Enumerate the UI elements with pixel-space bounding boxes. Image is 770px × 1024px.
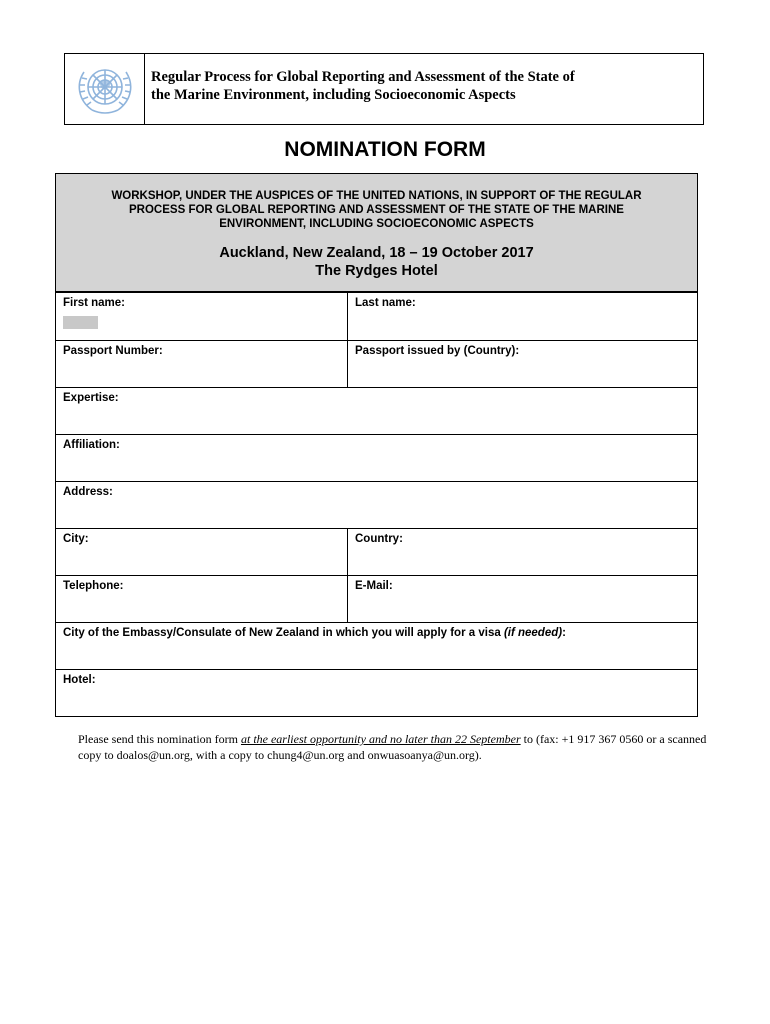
event-location: Auckland, New Zealand, 18 – 19 October 2017 (219, 245, 534, 261)
expertise-label: Expertise: (63, 392, 119, 404)
form-row-name (56, 293, 697, 340)
form-row-passport (56, 340, 697, 387)
form-row-affiliation (56, 434, 697, 481)
form-row-embassy (56, 622, 697, 669)
form-row-contact (56, 575, 697, 622)
document-header (64, 53, 704, 125)
instructions-deadline: at the earliest opportunity and no later than 22 September (240, 732, 521, 746)
workshop-line1: WORKSHOP, UNDER THE AUSPICES OF THE UNITED NATIONS, IN SUPPORT OF THE REGULAR (111, 190, 642, 202)
embassy-colon: : (562, 627, 566, 639)
header-title-line1: Regular Process for Global Reporting and Assessment of the State of (151, 69, 575, 85)
passport-number-field[interactable] (56, 341, 348, 387)
event-details (56, 244, 697, 280)
form-row-hotel (56, 669, 697, 716)
expertise-field[interactable] (56, 388, 697, 434)
nomination-form (55, 173, 698, 717)
form-row-expertise (56, 387, 697, 434)
address-label: Address: (63, 486, 113, 498)
instructions-part2: to (fax: +1 917 367 0560 or a scanned copy to doalos@un.org, with a copy to chung4@un.org and onwuasoanya@un.org). (78, 732, 707, 762)
email-label: E-Mail: (355, 580, 393, 592)
redacted-value (63, 316, 98, 329)
un-emblem-icon (72, 60, 138, 118)
submission-instructions (78, 731, 708, 763)
affiliation-field[interactable] (56, 435, 697, 481)
country-field[interactable] (348, 529, 697, 575)
city-label: City: (63, 533, 89, 545)
email-field[interactable] (348, 576, 697, 622)
workshop-line3: ENVIRONMENT, INCLUDING SOCIOECONOMIC ASPECTS (219, 218, 534, 230)
hotel-label: Hotel: (63, 674, 96, 686)
passport-issued-label: Passport issued by (Country): (355, 345, 520, 357)
hotel-field[interactable] (56, 670, 697, 716)
page-title: NOMINATION FORM (284, 138, 486, 161)
header-title (145, 54, 575, 124)
address-field[interactable] (56, 482, 697, 528)
workshop-banner (56, 174, 697, 293)
affiliation-label: Affiliation: (63, 439, 120, 451)
form-row-city (56, 528, 697, 575)
workshop-description (56, 189, 697, 231)
telephone-field[interactable] (56, 576, 348, 622)
first-name-field[interactable] (56, 293, 348, 340)
city-field[interactable] (56, 529, 348, 575)
workshop-line2: PROCESS FOR GLOBAL REPORTING AND ASSESSMENT OF THE STATE OF THE MARINE (129, 204, 624, 216)
instructions-part1: Please send this nomination form (78, 732, 241, 746)
last-name-field[interactable] (348, 293, 697, 340)
embassy-field[interactable] (56, 623, 697, 669)
form-row-address (56, 481, 697, 528)
last-name-label: Last name: (355, 297, 416, 309)
logo-cell (65, 54, 145, 124)
event-venue: The Rydges Hotel (315, 263, 438, 279)
embassy-note: (if needed) (503, 627, 563, 639)
passport-number-label: Passport Number: (63, 345, 163, 357)
header-title-line2: the Marine Environment, including Socioeconomic Aspects (151, 87, 516, 103)
first-name-label: First name: (63, 297, 125, 309)
telephone-label: Telephone: (63, 580, 124, 592)
passport-issued-field[interactable] (348, 341, 697, 387)
embassy-label: City of the Embassy/Consulate of New Zealand in which you will apply for a visa (63, 627, 504, 639)
country-label: Country: (355, 533, 403, 545)
